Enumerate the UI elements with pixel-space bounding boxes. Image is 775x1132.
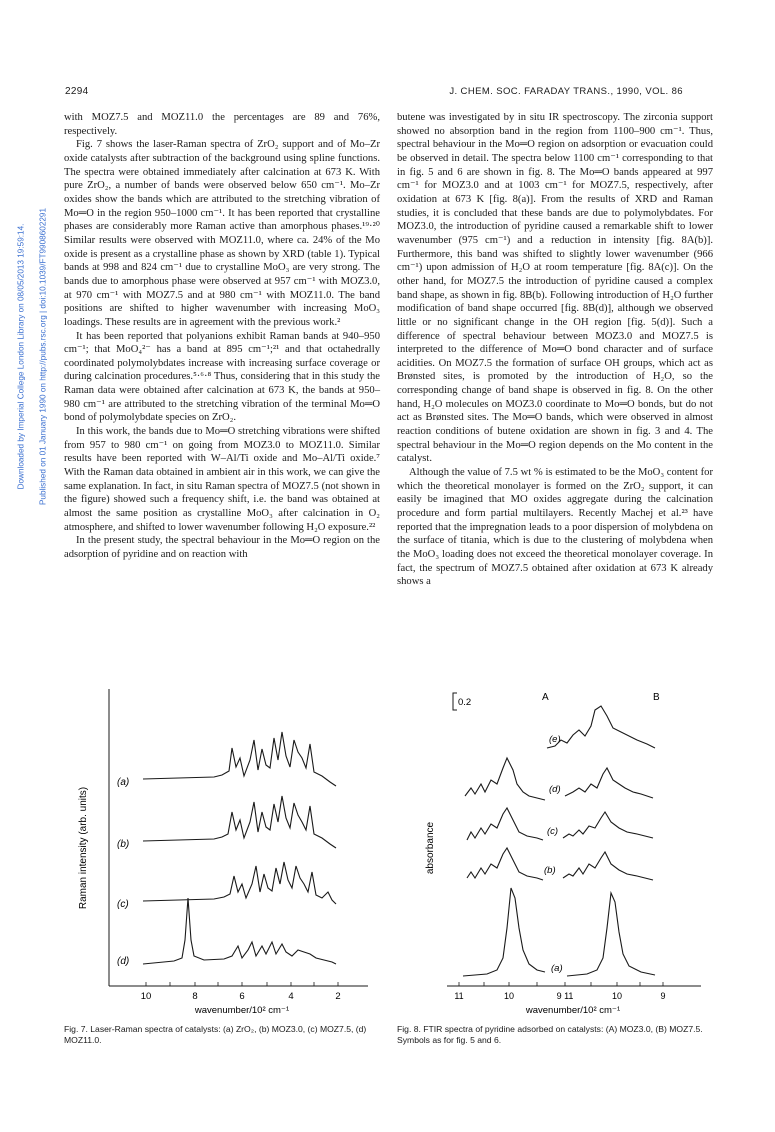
fig7-spectrum-c — [143, 862, 336, 904]
paragraph: In this work, the bands due to Mo═O stretching vibrations were shifted from 957 to 980 cm⁻¹ on going from MOZ3.0 to MOZ11.0. Similar results have been reported with W–Al/Ti oxide and Mo–Al/Ti oxide.⁷ With the Raman data obtained in ambient air in this work, we can give the same explanation. In fact, in situ Raman spectra of MOZ7.5 (not shown in the figure) showed such a frequency shift, i.e. the band was obtained at almost the same position as crystalline MoO₃ after calcination in O₂ atmosphere, and shifted to lower wavenumber following H₂O exposure.²² — [64, 426, 380, 533]
figure-8-ftir-spectra — [397, 688, 717, 1023]
fig7-spectrum-b — [143, 796, 336, 848]
figure-8-caption: Fig. 8. FTIR spectra of pyridine adsorbed on catalysts: (A) MOZ3.0, (B) MOZ7.5. Symbols as for fig. 5 and 6. — [397, 1024, 703, 1045]
fig8-panel-label-b: B — [653, 692, 660, 703]
fig7-tick-label: 4 — [288, 991, 294, 1002]
fig8-x-axis-label: wavenumber/10² cm⁻¹ — [525, 1005, 621, 1016]
journal-running-head: J. CHEM. SOC. FARADAY TRANS., 1990, VOL. 86 — [449, 86, 683, 97]
fig8-tick-label: 9 — [660, 991, 666, 1001]
fig7-trace-label-a: (a) — [117, 777, 130, 788]
fig8-spectrum-a-d — [465, 758, 545, 800]
page-number: 2294 — [65, 86, 89, 97]
fig8-spectrum-a-b — [467, 848, 543, 880]
paragraph: It has been reported that polyanions exhibit Raman bands at 940–950 cm⁻¹; that MoO₄²⁻ has a band at 895 cm⁻¹;²¹ and that octahedrally coordinated polymolybdates increase with increasing surface coverage or during calcination procedures.⁵·⁶·⁸ Thus, considering that in this study the Raman data were obtained after calcination at 673 K, the bands at 950–980 cm⁻¹ are attributed to the stretching vibration of the terminal Mo═O bond of polymolybdate species on ZrO₂. — [64, 330, 380, 424]
left-text-column — [64, 111, 380, 562]
fig8-tick-label: 10 — [611, 991, 623, 1001]
fig7-spectrum-d — [143, 898, 336, 964]
paragraph: Fig. 7 shows the laser-Raman spectra of ZrO₂ support and of Mo–Zr oxide catalysts after subtraction of the background using spline functions. The spectra were obtained immediately after calcination at 673 K. With pure ZrO₂, a number of bands were observed below 650 cm⁻¹. Mo–Zr oxides show the bands which are attributed to the stretching vibration of Mo═O in the region 950–1000 cm⁻¹. It has been reported that crystalline phases are considerably more Raman active than amorphous phases.¹⁹·²⁰ Similar results were observed with MOZ11.0, where ca. 24% of the Mo oxide is present as a crystalline phase as shown by XRD (table 1). Typical bands at 998 and 824 cm⁻¹ due to crystalline MoO₃ are very strong. The bands due to amorphous phase were observed at 957 cm⁻¹ with MOZ3.0, at 970 cm⁻¹ with MOZ7.5 and at 980 cm⁻¹ with MOZ11.0. The band positions are shifted to higher wavenumber with increasing MoO₃ loadings. These results are in agreement with the previous work.² — [64, 139, 380, 328]
paragraph: In the present study, the spectral behaviour in the Mo═O region on the adsorption of pyridine and on reaction with — [64, 535, 380, 560]
fig8-trace-label-c: (c) — [547, 826, 559, 837]
fig8-scale-bar-label: 0.2 — [458, 697, 472, 708]
publish-watermark — [11, 130, 48, 590]
fig8-panel-label-a: A — [542, 692, 549, 703]
fig7-trace-label-b: (b) — [117, 839, 130, 850]
fig8-spectrum-b-a — [567, 893, 655, 976]
fig8-scale-bar — [453, 693, 457, 710]
fig8-tick-label: 11 — [454, 991, 464, 1001]
download-note: Downloaded by Imperial College London Library on 08/05/2013 19:59:14. — [16, 223, 26, 490]
right-text-column — [397, 111, 713, 589]
fig7-trace-label-d: (d) — [117, 956, 130, 967]
fig7-trace-label-c: (c) — [117, 899, 129, 910]
fig8-spectrum-a-c — [467, 808, 543, 840]
fig8-trace-label-a: (a) — [551, 963, 563, 974]
figure-7-caption: Fig. 7. Laser-Raman spectra of catalysts: (a) ZrO₂, (b) MOZ3.0, (c) MOZ7.5, (d) MOZ11.0. — [64, 1024, 367, 1045]
fig8-trace-label-e: (e) — [549, 734, 561, 745]
fig7-tick-label: 6 — [239, 991, 245, 1002]
fig8-spectrum-b-c — [563, 812, 653, 838]
fig8-tick-marks — [459, 982, 663, 986]
paragraph: Although the value of 7.5 wt % is estimated to be the MoO₃ content for which the theoretical monolayer is formed on the ZrO₂ support, it can easily be imagined that MO oxides aggregate during the calcination procedure and form partial multilayers. Recently Machej et al.²³ have reported that the impregnation leads to a poor dispersion of molybdena on the surface of titania, which is due to the clustering of molybdena when the MoO₃ loading does not exceed the theoretical monolayer coverage. In fact, the spectrum of MOZ7.5 obtained after oxidation at 673 K already shows a — [397, 467, 713, 588]
paragraph: with MOZ7.5 and MOZ11.0 the percentages are 89 and 76%, respectively. — [64, 112, 380, 137]
publish-note: Published on 01 January 1990 on http://pubs.rsc.org | doi:10.1039/FT9908602291 — [38, 207, 48, 506]
fig7-tick-label: 8 — [192, 991, 198, 1002]
fig8-spectrum-b-b — [563, 852, 653, 880]
fig8-spectrum-b-d — [565, 768, 653, 798]
fig8-y-axis-label: absorbance — [425, 821, 436, 875]
paragraph: butene was investigated by in situ IR spectroscopy. The zirconia support showed no absorption band in the region from 1100–900 cm⁻¹. Thus, spectral behaviour in the Mo═O region on adsorption or evacuation could be observed in detail. The spectra below 1100 cm⁻¹ corresponding to that in fig. 5 and 6 are shown in fig. 8. The Mo═O bands appeared at 997 cm⁻¹ for MOZ3.0 and at 1003 cm⁻¹ for MOZ7.5, respectively, after oxidation at 673 K [fig. 8(a)]. From the results of XRD and Raman studies, it is concluded that these bands are due to polymolybdates. For MOZ3.0, the introduction of pyridine caused a remarkable shift to lower wavenumber (975 cm⁻¹) and a reduction in intensity [fig. 8A(b)]. Furthermore, this band was shifted to slightly lower wavenumber (966 cm⁻¹) upon admission of H₂O at room temperature [fig. 8A(c)]. On the other hand, for MOZ7.5 the introduction of pyridine caused a complex band shape, as shown in fig. 8B(b). Following introduction of H₂O further modification of band shape occurred [fig. 8B(d)], although we observed little or no significant change in the OH region [fig. 5(d)]. Such a difference of spectral behaviour between MOZ3.0 and MOZ7.5 is interpreted to the difference of Mo═O bond character and of surface acidities. On MOZ7.5 the formation of surface OH groups, which act as Brønsted sites, is promoted by the introduction of H₂O, so the corresponding change of band shape is observed in fig. 8. On the other hand, H₂O molecules on MOZ3.0 coordinate to Mo═O bonds, but do not act as Brønsted sites. The Mo═O bands, which were observed in almost reaction conditions of butene oxidation are shown in fig. 3 and 4. The spectral behaviour in the Mo═O region depends on the Mo content in the catalyst. — [397, 112, 713, 465]
fig8-spectrum-b-e — [547, 706, 655, 748]
fig8-tick-label: 9 11 — [556, 991, 574, 1001]
fig7-tick-label: 10 — [140, 991, 152, 1002]
fig7-tick-marks — [146, 982, 338, 986]
fig7-x-axis-label: wavenumber/10² cm⁻¹ — [194, 1005, 290, 1016]
fig8-tick-label: 10 — [503, 991, 515, 1001]
fig8-trace-label-b: (b) — [544, 865, 556, 876]
fig7-y-axis-label: Raman intensity (arb. units) — [78, 786, 89, 910]
fig7-spectrum-a — [143, 732, 336, 786]
fig8-spectrum-a-a — [463, 888, 545, 976]
fig7-tick-label: 2 — [335, 991, 341, 1002]
fig8-trace-label-d: (d) — [549, 784, 561, 795]
figure-7-raman-spectra — [64, 688, 386, 1023]
